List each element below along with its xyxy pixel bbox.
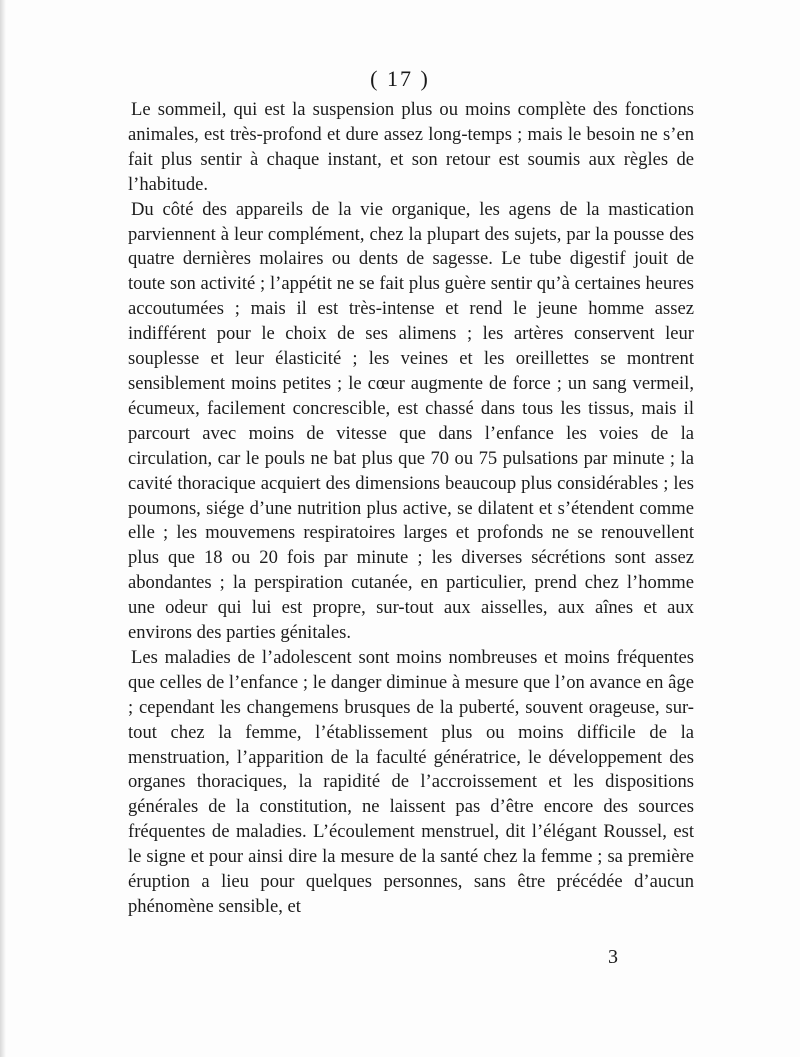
- page-binding-edge: [0, 0, 6, 1057]
- page-body: [128, 98, 694, 920]
- page-number: ( 17 ): [370, 66, 430, 91]
- signature-mark: 3: [608, 946, 618, 968]
- paragraph-organic-life: Du côté des appareils de la vie organique, les agens de la mastication parviennent à leur complément, chez la plupart des sujets, par la pousse des quatre dernières molaires ou dents de sagesse. Le tube digestif jouit de toute son activité ; l’appétit ne se fait plus guère sentir qu’à certaines heures accoutumées ; mais il est très-intense et rend le jeune homme assez indifférent pour le choix de ses alimens ; les artères conservent leur souplesse et leur élasticité ; les veines et les oreillettes se montrent sensiblement moins petites ; le cœur augmente de force ; un sang vermeil, écumeux, facilement concrescible, est chassé dans tous les tissus, mais il parcourt avec moins de vitesse que dans l’enfance les voies de la circulation, car le pouls ne bat plus que 70 ou 75 pulsations par minute ; la cavité thoracique acquiert des dimensions beaucoup plus considérables ; les poumons, siége d’une nutrition plus active, se dilatent et s’étendent comme elle ; les mouvemens respiratoires larges et profonds ne se renouvellent plus que 18 ou 20 fois par minute ; les diverses sécrétions sont assez abondantes ; la perspiration cutanée, en particulier, prend chez l’homme une odeur qui lui est propre, sur-tout aux aisselles, aux aînes et aux environs des parties génitales.: [128, 198, 694, 644]
- paragraph-sleep: Le sommeil, qui est la suspension plus ou moins complète des fonctions animales, est très-profond et dure assez long-temps ; mais le besoin ne s’en fait plus sentir à chaque instant, et son retour est soumis aux règles de l’habitude.: [128, 99, 694, 195]
- paragraph-diseases: Les maladies de l’adolescent sont moins nombreuses et moins fréquentes que celles de l’enfance ; le danger diminue à mesure que l’on avance en âge ; cependant les changemens brusques de la puberté, souvent orageuse, sur-tout chez la femme, l’établissement plus ou moins difficile de la menstruation, l’apparition de la faculté génératrice, le développement des organes thoraciques, la rapidité de l’accroissement et les dispositions générales de la constitution, ne laissent pas d’être encore des sources fréquentes de maladies. L’écoulement menstruel, dit l’élégant Roussel, est le signe et pour ainsi dire la mesure de la santé chez la femme ; sa première éruption a lieu pour quelques personnes, sans être précédée d’aucun phénomène sensible, et: [128, 646, 694, 917]
